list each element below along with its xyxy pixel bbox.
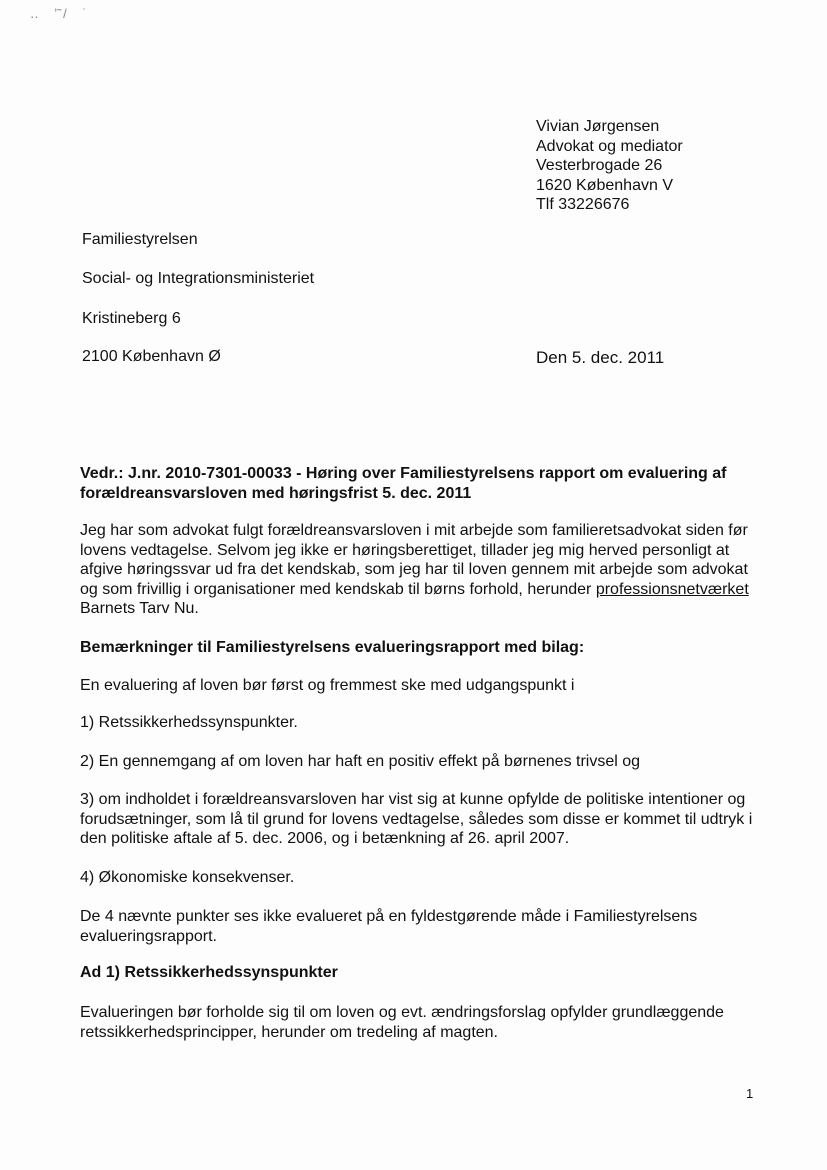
intro-paragraph xyxy=(80,521,760,619)
sender-street: Vesterbrogade 26 xyxy=(536,157,663,175)
sender-name: Vivian Jørgensen xyxy=(536,118,660,135)
point-3: 3) om indholdet i forældreansvarsloven har vist sig at kunne opfylde de politiske intentioner og forudsætninger, som lå til grund for lovens vedtagelse, således som disse er kommet til udtryk i den politiske aftale af 5. dec. 2006, og i betænkning af 26. april 2007. xyxy=(80,791,753,847)
point-4: 4) Økonomiske konsekvenser. xyxy=(80,869,295,886)
recipient-street: Kristineberg 6 xyxy=(82,310,181,327)
letter-date: Den 5. dec. 2011 xyxy=(536,348,665,367)
ad1-paragraph: Evalueringen bør forholde sig til om loven og evt. ændringsforslag opfylder grundlæggende retssikkerhedsprincipper, herunder om tredeling af magten. xyxy=(80,1004,724,1041)
point-2: 2) En gennemgang af om loven har haft en positiv effekt på børnenes trivsel og xyxy=(80,753,641,770)
intro-text: Jeg har som advokat fulgt forældreansvarsloven i mit arbejde som familieretsadvokat siden før lovens vedtagelse. Selvom jeg ikke er høringsberettiget, tillader jeg mig herved personligt at afgive høringssvar ud fra det kendskab, som jeg har til loven gennem mit arbejde som advokat og som frivillig i organisationer med kendskab til børns forhold, herunder xyxy=(80,522,748,598)
recipient-organization: Familiestyrelsen xyxy=(82,231,198,248)
sender-address-block xyxy=(536,117,683,215)
intro-text-end: Barnets Tarv Nu. xyxy=(80,600,199,617)
ad1-heading: Ad 1) Retssikkerhedssynspunkter xyxy=(80,964,338,981)
remarks-heading: Bemærkninger til Familiestyrelsens evalueringsrapport med bilag: xyxy=(80,639,585,656)
sender-title: Advokat og mediator xyxy=(536,137,683,155)
not-evaluated-paragraph: De 4 nævnte punkter ses ikke evalueret på en fyldestgørende måde i Familiestyrelsens evalueringsrapport. xyxy=(80,908,698,945)
point-1: 1) Retssikkerhedssynspunkter. xyxy=(80,714,298,731)
subject-line: Vedr.: J.nr. 2010-7301-00033 - Høring over Familiestyrelsens rapport om evaluering af forældreansvarsloven med høringsfrist 5. dec. 2011 xyxy=(80,465,727,502)
professionsnetvaerket-link[interactable]: professionsnetværket xyxy=(595,580,749,598)
page-number: 1 xyxy=(746,1086,754,1101)
evaluation-paragraph: En evaluering af loven bør først og fremmest ske med udgangspunkt i xyxy=(80,677,575,694)
recipient-city: 2100 København Ø xyxy=(82,348,221,365)
scan-artifact: ‥ ʼ̃/ ˙ xyxy=(30,6,93,21)
recipient-ministry: Social- og Integrationsministeriet xyxy=(82,270,315,287)
sender-city: 1620 København V xyxy=(536,176,673,194)
sender-phone: Tlf 33226676 xyxy=(536,196,630,214)
